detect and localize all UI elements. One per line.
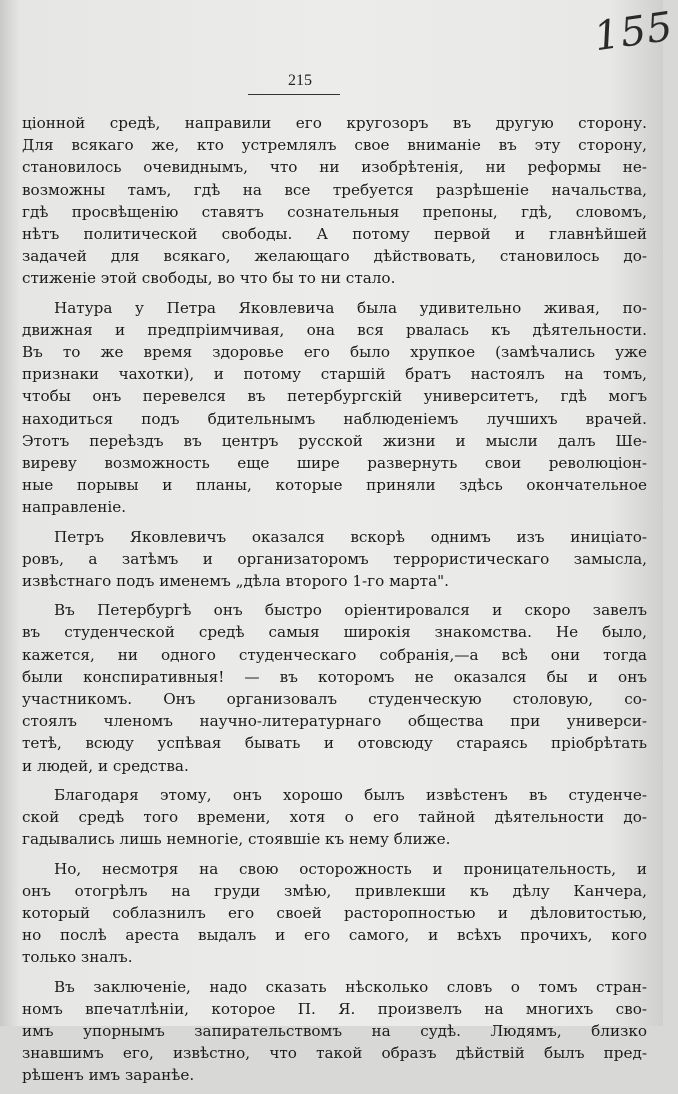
text-body xyxy=(22,112,647,1094)
text-line: движная и предпріимчивая, она вся рвалась къ дѣятельности. xyxy=(22,320,647,339)
text-line: чтобы онъ перевелся въ петербургскій университетъ, гдѣ могъ xyxy=(22,387,647,406)
paragraph xyxy=(22,858,647,969)
text-line: и людей, и средства. xyxy=(22,756,189,775)
text-line: стиженіе этой свободы, во что бы то ни стало. xyxy=(22,269,396,288)
text-line: но послѣ ареста выдалъ и его самого, и всѣхъ прочихъ, кого xyxy=(22,926,647,945)
paragraph xyxy=(22,526,647,593)
paragraph xyxy=(22,599,647,777)
paragraph xyxy=(22,297,647,519)
text-line: тетѣ, всюду успѣвая бывать и отовсюду стараясь пріобрѣтать xyxy=(22,734,647,753)
text-line: извѣстнаго подъ именемъ „дѣла второго 1-го марта". xyxy=(22,572,449,591)
text-line: были конспиративныя! — въ которомъ не оказался бы и онъ xyxy=(22,667,647,686)
text-line: Въ Петербургѣ онъ быстро оріентировался и скоро завелъ xyxy=(54,601,647,620)
text-line: Въ заключеніе, надо сказать нѣсколько словъ о томъ стран- xyxy=(54,977,647,996)
text-line: Но, несмотря на свою осторожность и проницательность, и xyxy=(54,859,647,878)
paragraph xyxy=(22,784,647,851)
text-line: имъ упорнымъ запирательствомъ на судѣ. Людямъ, близко xyxy=(22,1021,647,1040)
text-line: ровъ, а затѣмъ и организаторомъ террористическаго замысла, xyxy=(22,549,647,568)
text-line: направленіе. xyxy=(22,498,127,517)
text-line: гдѣ просвѣщенію ставятъ сознательныя препоны, гдѣ, словомъ, xyxy=(22,202,647,221)
text-line: номъ впечатлѣніи, которое П. Я. произвелъ на многихъ сво- xyxy=(22,999,647,1018)
paragraph xyxy=(22,976,647,1087)
text-line: ціонной средѣ, направили его кругозоръ въ другую сторону. xyxy=(22,114,647,132)
text-line: Этотъ переѣздъ въ центръ русской жизни и мысли далъ Ше- xyxy=(22,431,647,450)
text-line: рѣшенъ имъ заранѣе. xyxy=(22,1066,195,1085)
text-line: Благодаря этому, онъ хорошо былъ извѣстенъ въ студенче- xyxy=(54,785,647,804)
handwritten-folio-number: 155 xyxy=(591,3,677,61)
paragraph xyxy=(22,112,647,290)
text-line: только зналъ. xyxy=(22,948,133,967)
text-line: Петръ Яковлевичъ оказался вскорѣ однимъ изъ иниціато- xyxy=(54,527,647,546)
text-line: становилось очевиднымъ, что ни изобрѣтенія, ни реформы не- xyxy=(22,158,647,177)
text-line: онъ отогрѣлъ на груди змѣю, привлекши къ дѣлу Канчера, xyxy=(22,881,647,900)
text-line: ской средѣ того времени, хотя о его тайной дѣятельности до- xyxy=(22,808,647,827)
text-line: гадывались лишь немногіе, стоявшіе къ нему ближе. xyxy=(22,830,451,849)
text-line: въ студенческой средѣ самыя широкія знакомства. Не было, xyxy=(22,623,647,642)
text-line: который соблазнилъ его своей расторопностью и дѣловитостью, xyxy=(22,903,647,922)
text-line: нѣтъ политической свободы. А потому первой и главнѣйшей xyxy=(22,225,647,244)
page-number: 215 xyxy=(288,72,312,89)
text-line: кажется, ни одного студенческаго собранія,—а всѣ они тогда xyxy=(22,645,647,664)
text-line: признаки чахотки), и потому старшій братъ настоялъ на томъ, xyxy=(22,365,647,384)
text-line: возможны тамъ, гдѣ на все требуется разрѣшеніе начальства, xyxy=(22,180,647,199)
text-line: виреву возможность еще шире развернуть свои революціон- xyxy=(22,454,647,473)
text-line: Натура у Петра Яковлевича была удивительно живая, по- xyxy=(54,298,647,317)
text-line: Для всякаго же, кто устремлялъ свое вниманіе въ эту сторону, xyxy=(22,136,647,155)
text-line: Въ то же время здоровье его было хрупкое (замѣчались уже xyxy=(22,343,647,362)
header-rule xyxy=(248,94,340,95)
text-line: знавшимъ его, извѣстно, что такой образъ дѣйствій былъ пред- xyxy=(22,1044,647,1063)
text-line: задачей для всякаго, желающаго дѣйствовать, становилось до- xyxy=(22,247,647,266)
text-line: стоялъ членомъ научно-литературнаго общества при универси- xyxy=(22,712,647,731)
text-line: находиться подъ бдительнымъ наблюденіемъ лучшихъ врачей. xyxy=(22,409,647,428)
text-line: ные порывы и планы, которые приняли здѣсь окончательное xyxy=(22,476,647,495)
text-line: участникомъ. Онъ организовалъ студенческую столовую, со- xyxy=(22,690,647,709)
